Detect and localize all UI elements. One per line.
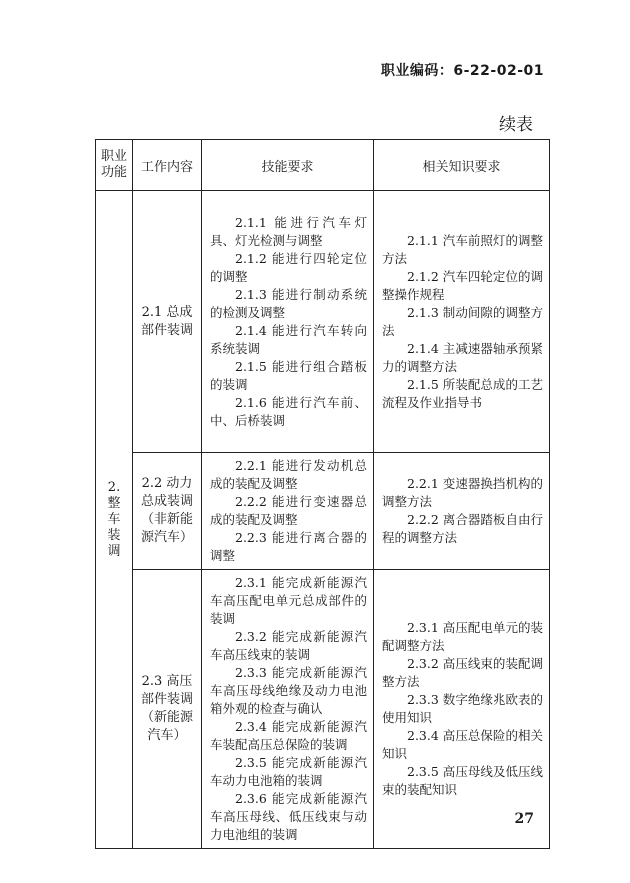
skill-item: 2.1.4 能进行汽车转向系统装调 [210, 322, 367, 356]
skills-cell [202, 453, 374, 570]
knowledge-item: 2.3.3 数字绝缘兆欧表的使用知识 [382, 692, 543, 725]
function-number: 2. [107, 479, 121, 495]
skill-item: 2.1.5 能进行组合踏板的装调 [210, 358, 367, 392]
knowledge-item: 2.3.5 高压母线及低压线束的装配知识 [382, 764, 543, 797]
knowledge-item: 2.3.2 高压线束的装配调整方法 [382, 656, 543, 689]
table-row [96, 570, 550, 849]
header-skill-requirements: 技能要求 [202, 140, 374, 191]
knowledge-item: 2.1.1 汽车前照灯的调整方法 [382, 232, 543, 266]
skill-item: 2.3.2 能完成新能源汽车高压线束的装调 [210, 629, 367, 662]
knowledge-item: 2.3.4 高压总保险的相关知识 [382, 728, 543, 761]
knowledge-item: 2.1.3 制动间隙的调整方法 [382, 304, 543, 338]
table-row [96, 191, 550, 453]
knowledge-item: 2.3.1 高压配电单元的装配调整方法 [382, 620, 543, 653]
function-name [100, 496, 128, 560]
knowledge-item: 2.1.5 所装配总成的工艺流程及作业指导书 [382, 376, 543, 410]
work-content-cell: 2.2 动力总成装调（非新能源汽车） [133, 453, 202, 570]
header-function-line2: 功能 [100, 165, 127, 180]
skill-item: 2.3.4 能完成新能源汽车装配高压总保险的装调 [210, 719, 367, 752]
continued-label: 续表 [499, 115, 533, 135]
skill-item: 2.1.1 能进行汽车灯具、灯光检测与调整 [210, 214, 367, 248]
skill-item: 2.2.3 能进行离合器的调整 [210, 530, 367, 563]
skills-table [95, 139, 550, 849]
skill-item: 2.3.3 能完成新能源汽车高压母线绝缘及动力电池箱外观的检查与确认 [210, 665, 367, 716]
function-name-char: 车 [107, 511, 121, 527]
skill-item: 2.3.6 能完成新能源汽车高压母线、低压线束与动力电池组的装调 [210, 791, 367, 842]
skill-item: 2.2.1 能进行发动机总成的装配及调整 [210, 458, 367, 491]
knowledge-item: 2.1.4 主减速器轴承预紧力的调整方法 [382, 340, 543, 374]
header-function-line1: 职业 [100, 149, 127, 164]
function-name-char: 装 [107, 527, 121, 543]
knowledge-cell [374, 191, 550, 453]
work-content-cell: 2.3 高压部件装调（新能源汽车） [133, 570, 202, 849]
function-name-char: 调 [107, 543, 121, 559]
skill-item: 2.2.2 能进行变速器总成的装配及调整 [210, 494, 367, 527]
skill-item: 2.3.5 能完成新能源汽车动力电池箱的装调 [210, 755, 367, 788]
skills-cell [202, 191, 374, 453]
header-function [96, 140, 133, 191]
skill-item: 2.1.3 能进行制动系统的检测及调整 [210, 286, 367, 320]
knowledge-item: 2.1.2 汽车四轮定位的调整操作规程 [382, 268, 543, 302]
knowledge-item: 2.2.2 离合器踏板自由行程的调整方法 [382, 512, 543, 545]
skill-item: 2.3.1 能完成新能源汽车高压配电单元总成部件的装调 [210, 575, 367, 626]
function-cell [96, 191, 133, 849]
function-name-char: 整 [107, 495, 121, 511]
skill-item: 2.1.6 能进行汽车前、中、后桥装调 [210, 394, 367, 428]
skill-item: 2.1.2 能进行四轮定位的调整 [210, 250, 367, 284]
table-header-row [96, 140, 550, 191]
header-knowledge-requirements: 相关知识要求 [374, 140, 550, 191]
table-row [96, 453, 550, 570]
knowledge-cell [374, 570, 550, 849]
knowledge-cell [374, 453, 550, 570]
page-number: 27 [514, 811, 534, 827]
work-content-cell: 2.1 总成部件装调 [133, 191, 202, 453]
skills-cell [202, 570, 374, 849]
occupation-code: 职业编码：6-22-02-01 [380, 63, 544, 79]
knowledge-item: 2.2.1 变速器换挡机构的调整方法 [382, 476, 543, 509]
header-work-content: 工作内容 [133, 140, 202, 191]
